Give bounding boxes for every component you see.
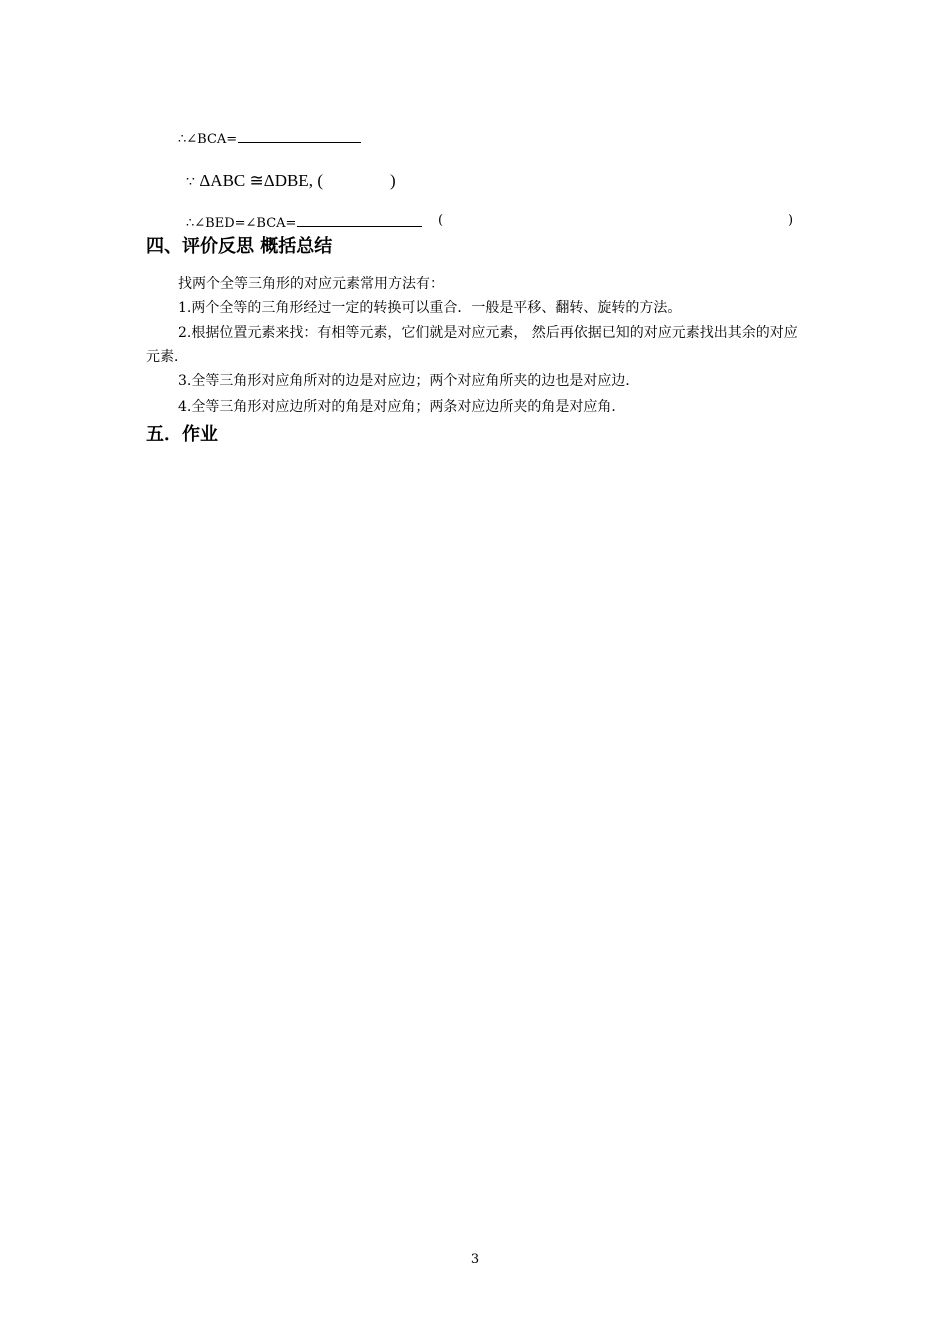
reason-paren-close: ) [389, 171, 396, 190]
method-item-3: 3.全等三角形对应角所对的边是对应边；两个对应角所夹的边也是对应边． [178, 373, 640, 389]
reason-paren-open-3: ( [438, 213, 444, 228]
reason-paren-close-3: ) [788, 213, 794, 228]
proof-line-3 [186, 212, 806, 233]
section-4-heading: 四、评价反思 概括总结 [146, 236, 333, 257]
because-symbol: ∵ [186, 174, 195, 190]
answer-blank-bca[interactable] [238, 128, 361, 143]
section-5-heading: 五．作业 [146, 424, 218, 445]
page-number: 3 [470, 1252, 480, 1267]
method-item-2: 2.根据位置元素来找：有相等元素，它们就是对应元素， 然后再依据已知的对应元素找出其余的对应元素． [146, 325, 798, 365]
reason-paren-open: ( [317, 171, 324, 190]
proof-line-1-text: ∴∠BCA= [178, 132, 238, 147]
answer-blank-bed[interactable] [297, 212, 422, 227]
proof-line-1 [178, 128, 361, 149]
method-item-1: 1.两个全等的三角形经过一定的转换可以重合．一般是平移、翻转、旋转的方法。 [178, 300, 682, 316]
method-item-4: 4.全等三角形对应边所对的角是对应角；两条对应边所夹的角是对应角． [178, 399, 626, 415]
proof-line-3-text: ∴∠BED=∠BCA= [186, 216, 297, 231]
section-4-intro: 找两个全等三角形的对应元素常用方法有： [178, 276, 444, 292]
proof-line-2 [186, 172, 396, 191]
congruence-statement: ΔABC ≅ΔDBE, [199, 171, 313, 190]
